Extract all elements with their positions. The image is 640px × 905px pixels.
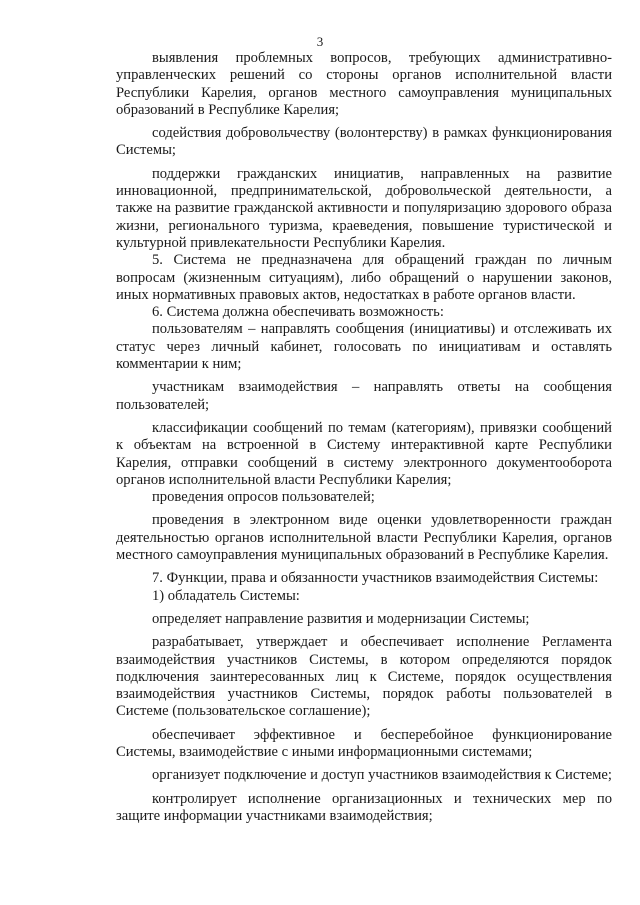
paragraph: определяет направление развития и модернизации Системы; <box>152 610 530 627</box>
paragraph: содействия добровольчеству (волонтерству) в рамках функционирования Системы; <box>116 125 612 159</box>
paragraph: 5. Система не предназначена для обращений граждан по личным вопросам (жизненным ситуациям), либо обращений о нарушении законов, иных нормативных правовых актов, недостатках в работе органов власти. <box>116 252 612 303</box>
paragraph: участникам взаимодействия – направлять ответы на сообщения пользователей; <box>116 379 612 413</box>
paragraph: 1) обладатель Системы: <box>152 587 300 604</box>
page-number: 3 <box>316 34 324 49</box>
paragraph: обеспечивает эффективное и бесперебойное функционирование Системы, взаимодействие с иными информационными системами; <box>116 726 612 760</box>
document-body <box>116 50 612 825</box>
paragraph: 7. Функции, права и обязанности участников взаимодействия Системы: <box>152 570 599 587</box>
paragraph: разрабатывает, утверждает и обеспечивает исполнение Регламента взаимодействия участников Системы, в котором определяются порядок подключения заинтересованных лиц к Системе, порядок осуществления взаимодействия участников Системы, порядок работы пользователей в Системе (пользовательское соглашение); <box>116 634 612 720</box>
paragraph: проведения опросов пользователей; <box>152 489 375 506</box>
paragraph: классификации сообщений по темам (категориям), привязки сообщений к объектам на встроенной в Систему интерактивной карте Республики Карелия, отправки сообщений в систему электронного документооборота органов исполнительной власти Республики Карелия; <box>116 419 612 488</box>
paragraph: организует подключение и доступ участников взаимодействия к Системе; <box>152 767 612 784</box>
paragraph: пользователям – направлять сообщения (инициативы) и отслеживать их статус через личный кабинет, голосовать по инициативам и оставлять комментарии к ним; <box>116 321 612 373</box>
paragraph: выявления проблемных вопросов, требующих административно-управленческих решений со стороны органов исполнительной власти Республики Карелия, органов местного самоуправления муниципальных образований в Республике Карелия; <box>116 50 612 118</box>
paragraph: 6. Система должна обеспечивать возможность: <box>152 304 444 321</box>
paragraph: контролирует исполнение организационных и технических мер по защите информации участниками взаимодействия; <box>116 790 612 824</box>
paragraph: поддержки гражданских инициатив, направленных на развитие инновационной, предпринимательской, добровольческой деятельности, а также на развитие гражданской активности и популяризацию здорового образа жизни, регионального туризма, краеведения, повышение туристической и культурной привлекательности Республики Карелия. <box>116 165 612 251</box>
paragraph: проведения в электронном виде оценки удовлетворенности граждан деятельностью органов исполнительной власти Республики Карелия, органов местного самоуправления муниципальных образований в Республике Карелия. <box>116 512 612 564</box>
